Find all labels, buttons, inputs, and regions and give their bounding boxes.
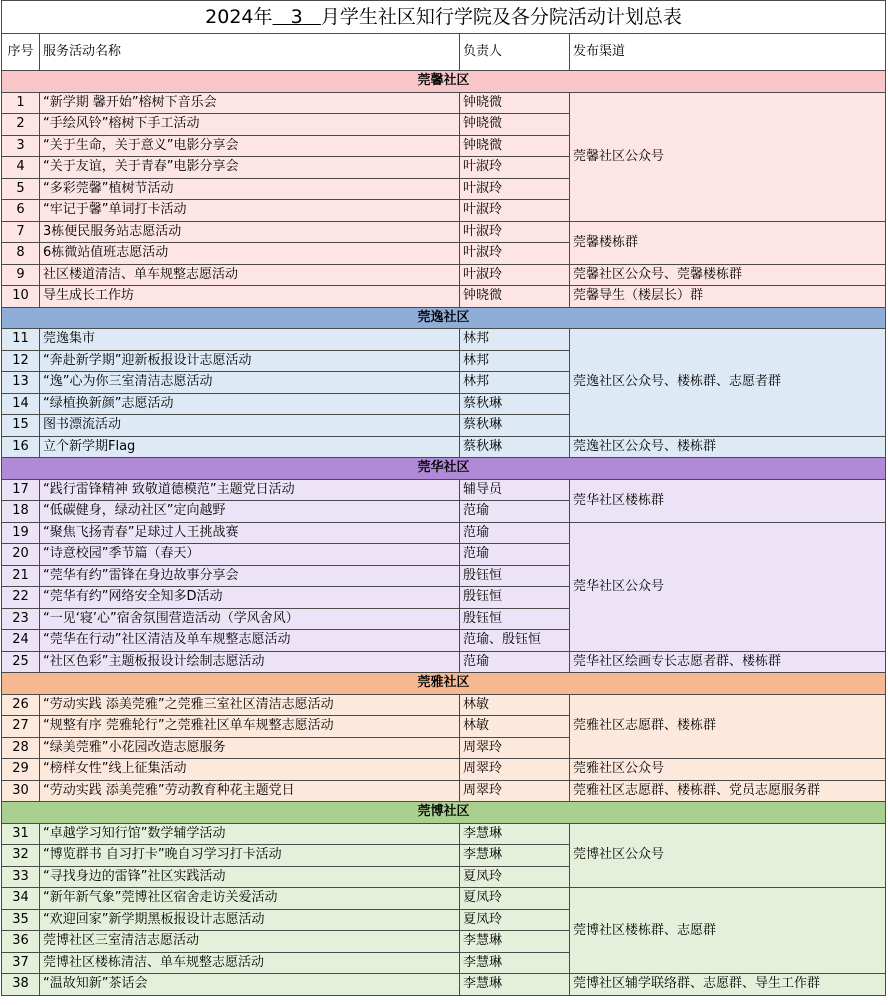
- row-number: 22: [2, 587, 40, 609]
- title-month: 3: [290, 6, 303, 28]
- activity-name: “新学期 馨开始”榕树下音乐会: [40, 92, 460, 114]
- activity-name: “手绘风铃”榕树下手工活动: [40, 114, 460, 136]
- row-number: 36: [2, 931, 40, 953]
- row-number: 14: [2, 393, 40, 415]
- activity-name: “聚焦飞扬青春”足球过人王挑战赛: [40, 522, 460, 544]
- table-row: [2, 221, 886, 243]
- owner-name: 范瑜: [460, 522, 570, 544]
- activity-name: “新年新气象”莞博社区宿舍走访关爱活动: [40, 888, 460, 910]
- row-number: 21: [2, 565, 40, 587]
- table-body: [2, 71, 886, 996]
- owner-name: 殷钰恒: [460, 565, 570, 587]
- activity-name: “莞华有约”雷锋在身边故事分享会: [40, 565, 460, 587]
- table-row: [2, 780, 886, 802]
- section-title: 莞华社区: [2, 458, 886, 480]
- owner-name: 林邦: [460, 372, 570, 394]
- owner-name: 蔡秋琳: [460, 393, 570, 415]
- activity-name: “劳动实践 添美莞雅”劳动教育种花主题党日: [40, 780, 460, 802]
- header-row: [2, 34, 886, 71]
- row-number: 33: [2, 866, 40, 888]
- publish-channel: 莞雅社区公众号: [570, 759, 886, 781]
- publish-channel: 莞华社区公众号: [570, 522, 886, 651]
- row-number: 7: [2, 221, 40, 243]
- activity-name: 导生成长工作坊: [40, 286, 460, 308]
- publish-channel: 莞馨导生（楼层长）群: [570, 286, 886, 308]
- publish-channel: 莞博社区公众号: [570, 823, 886, 888]
- row-number: 5: [2, 178, 40, 200]
- row-number: 9: [2, 264, 40, 286]
- row-number: 12: [2, 350, 40, 372]
- header-num: 序号: [2, 34, 40, 71]
- activity-name: 图书漂流活动: [40, 415, 460, 437]
- owner-name: 李慧琳: [460, 974, 570, 996]
- row-number: 15: [2, 415, 40, 437]
- owner-name: 夏凤玲: [460, 909, 570, 931]
- activity-name: “规整有序 莞雅轮行”之莞雅社区单车规整志愿活动: [40, 716, 460, 738]
- activity-name: “欢迎回家”新学期黑板报设计志愿活动: [40, 909, 460, 931]
- owner-name: 范瑜: [460, 544, 570, 566]
- activity-name: 6栋微站值班志愿活动: [40, 243, 460, 265]
- row-number: 13: [2, 372, 40, 394]
- activity-name: “关于生命，关于意义”电影分享会: [40, 135, 460, 157]
- row-number: 16: [2, 436, 40, 458]
- row-number: 18: [2, 501, 40, 523]
- owner-name: 钟晓微: [460, 114, 570, 136]
- activity-name: “社区色彩”主题板报设计绘制志愿活动: [40, 651, 460, 673]
- publish-channel: 莞华社区绘画专长志愿者群、楼栋群: [570, 651, 886, 673]
- row-number: 17: [2, 479, 40, 501]
- owner-name: 范瑜、殷钰恒: [460, 630, 570, 652]
- owner-name: 钟晓微: [460, 92, 570, 114]
- table-row: [2, 651, 886, 673]
- publish-channel: 莞博社区辅学联络群、志愿群、导生工作群: [570, 974, 886, 996]
- table-row: [2, 329, 886, 351]
- header-name: 服务活动名称: [40, 34, 460, 71]
- publish-channel: 莞逸社区公众号、楼栋群、志愿者群: [570, 329, 886, 437]
- table-row: [2, 974, 886, 996]
- activity-name: “博览群书 自习打卡”晚自习学习打卡活动: [40, 845, 460, 867]
- owner-name: 范瑜: [460, 651, 570, 673]
- row-number: 38: [2, 974, 40, 996]
- table-row: [2, 264, 886, 286]
- header-channel: 发布渠道: [570, 34, 886, 71]
- row-number: 19: [2, 522, 40, 544]
- row-number: 8: [2, 243, 40, 265]
- row-number: 37: [2, 952, 40, 974]
- activity-name: “劳动实践 添美莞雅”之莞雅三室社区清洁志愿活动: [40, 694, 460, 716]
- section-header-row: [2, 802, 886, 824]
- owner-name: 夏凤玲: [460, 888, 570, 910]
- row-number: 4: [2, 157, 40, 179]
- row-number: 25: [2, 651, 40, 673]
- owner-name: 殷钰恒: [460, 587, 570, 609]
- activity-name: “多彩莞馨”植树节活动: [40, 178, 460, 200]
- owner-name: 周翠玲: [460, 737, 570, 759]
- owner-name: 周翠玲: [460, 780, 570, 802]
- row-number: 26: [2, 694, 40, 716]
- activity-name: 莞博社区三室清洁志愿活动: [40, 931, 460, 953]
- activity-name: 莞博社区楼栋清洁、单车规整志愿活动: [40, 952, 460, 974]
- row-number: 2: [2, 114, 40, 136]
- table-row: [2, 823, 886, 845]
- owner-name: 李慧琳: [460, 823, 570, 845]
- row-number: 27: [2, 716, 40, 738]
- owner-name: 范瑜: [460, 501, 570, 523]
- publish-channel: 莞博社区楼栋群、志愿群: [570, 888, 886, 974]
- sheet-title: [2, 1, 886, 34]
- activity-name: 3栋便民服务站志愿活动: [40, 221, 460, 243]
- row-number: 23: [2, 608, 40, 630]
- row-number: 6: [2, 200, 40, 222]
- row-number: 1: [2, 92, 40, 114]
- activity-name: “诗意校园”季节篇（春天）: [40, 544, 460, 566]
- row-number: 24: [2, 630, 40, 652]
- activity-name: “温故知新”茶话会: [40, 974, 460, 996]
- activity-name: “寻找身边的雷锋”社区实践活动: [40, 866, 460, 888]
- table-row: [2, 759, 886, 781]
- activity-name: 社区楼道清洁、单车规整志愿活动: [40, 264, 460, 286]
- publish-channel: 莞馨社区公众号、莞馨楼栋群: [570, 264, 886, 286]
- row-number: 20: [2, 544, 40, 566]
- activity-name: “绿美莞雅”小花园改造志愿服务: [40, 737, 460, 759]
- activity-name: “牢记于馨”单词打卡活动: [40, 200, 460, 222]
- activity-name: “践行雷锋精神 致敬道德模范”主题党日活动: [40, 479, 460, 501]
- activity-name: “榜样女性”线上征集活动: [40, 759, 460, 781]
- owner-name: 林敏: [460, 716, 570, 738]
- row-number: 10: [2, 286, 40, 308]
- owner-name: 叶淑玲: [460, 157, 570, 179]
- table-row: [2, 522, 886, 544]
- title-row: [2, 1, 886, 34]
- owner-name: 叶淑玲: [460, 178, 570, 200]
- activity-name: “一见‘寝’心”宿舍氛围营造活动（学风舍风）: [40, 608, 460, 630]
- section-title: 莞馨社区: [2, 71, 886, 93]
- table-row: [2, 92, 886, 114]
- activity-name: “关于友谊，关于青春”电影分享会: [40, 157, 460, 179]
- activity-name: 莞逸集市: [40, 329, 460, 351]
- row-number: 34: [2, 888, 40, 910]
- publish-channel: 莞华社区楼栋群: [570, 479, 886, 522]
- owner-name: 林邦: [460, 329, 570, 351]
- row-number: 32: [2, 845, 40, 867]
- row-number: 31: [2, 823, 40, 845]
- activity-name: “卓越学习知行馆”数学辅学活动: [40, 823, 460, 845]
- title-suffix: 月学生社区知行学院及各分院活动计划总表: [320, 6, 682, 28]
- section-title: 莞博社区: [2, 802, 886, 824]
- table-row: [2, 436, 886, 458]
- activity-name: “莞华有约”网络安全知多D活动: [40, 587, 460, 609]
- section-header-row: [2, 458, 886, 480]
- title-year: 2024年: [205, 6, 273, 28]
- row-number: 30: [2, 780, 40, 802]
- table-row: [2, 286, 886, 308]
- owner-name: 叶淑玲: [460, 264, 570, 286]
- owner-name: 李慧琳: [460, 931, 570, 953]
- activity-name: “莞华在行动”社区清洁及单车规整志愿活动: [40, 630, 460, 652]
- owner-name: 周翠玲: [460, 759, 570, 781]
- row-number: 29: [2, 759, 40, 781]
- publish-channel: 莞雅社区志愿群、楼栋群、党员志愿服务群: [570, 780, 886, 802]
- activity-name: “逸”心为你三室清洁志愿活动: [40, 372, 460, 394]
- publish-channel: 莞逸社区公众号、楼栋群: [570, 436, 886, 458]
- owner-name: 蔡秋琳: [460, 415, 570, 437]
- row-number: 28: [2, 737, 40, 759]
- row-number: 35: [2, 909, 40, 931]
- publish-channel: 莞馨社区公众号: [570, 92, 886, 221]
- owner-name: 钟晓微: [460, 135, 570, 157]
- section-header-row: [2, 71, 886, 93]
- activity-name: “奔赴新学期”迎新板报设计志愿活动: [40, 350, 460, 372]
- publish-channel: 莞雅社区志愿群、楼栋群: [570, 694, 886, 759]
- owner-name: 叶淑玲: [460, 243, 570, 265]
- owner-name: 殷钰恒: [460, 608, 570, 630]
- activity-name: “低碳健身，绿动社区”定向越野: [40, 501, 460, 523]
- owner-name: 李慧琳: [460, 952, 570, 974]
- owner-name: 林敏: [460, 694, 570, 716]
- section-title: 莞逸社区: [2, 307, 886, 329]
- owner-name: 辅导员: [460, 479, 570, 501]
- row-number: 3: [2, 135, 40, 157]
- table-row: [2, 694, 886, 716]
- activity-name: 立个新学期Flag: [40, 436, 460, 458]
- activity-name: “绿植换新颜”志愿活动: [40, 393, 460, 415]
- activity-plan-table: [1, 0, 886, 996]
- publish-channel: 莞馨楼栋群: [570, 221, 886, 264]
- row-number: 11: [2, 329, 40, 351]
- owner-name: 钟晓微: [460, 286, 570, 308]
- section-title: 莞雅社区: [2, 673, 886, 695]
- table-row: [2, 888, 886, 910]
- header-owner: 负责人: [460, 34, 570, 71]
- section-header-row: [2, 673, 886, 695]
- owner-name: 叶淑玲: [460, 221, 570, 243]
- owner-name: 夏凤玲: [460, 866, 570, 888]
- owner-name: 李慧琳: [460, 845, 570, 867]
- owner-name: 林邦: [460, 350, 570, 372]
- owner-name: 蔡秋琳: [460, 436, 570, 458]
- table-row: [2, 479, 886, 501]
- section-header-row: [2, 307, 886, 329]
- owner-name: 叶淑玲: [460, 200, 570, 222]
